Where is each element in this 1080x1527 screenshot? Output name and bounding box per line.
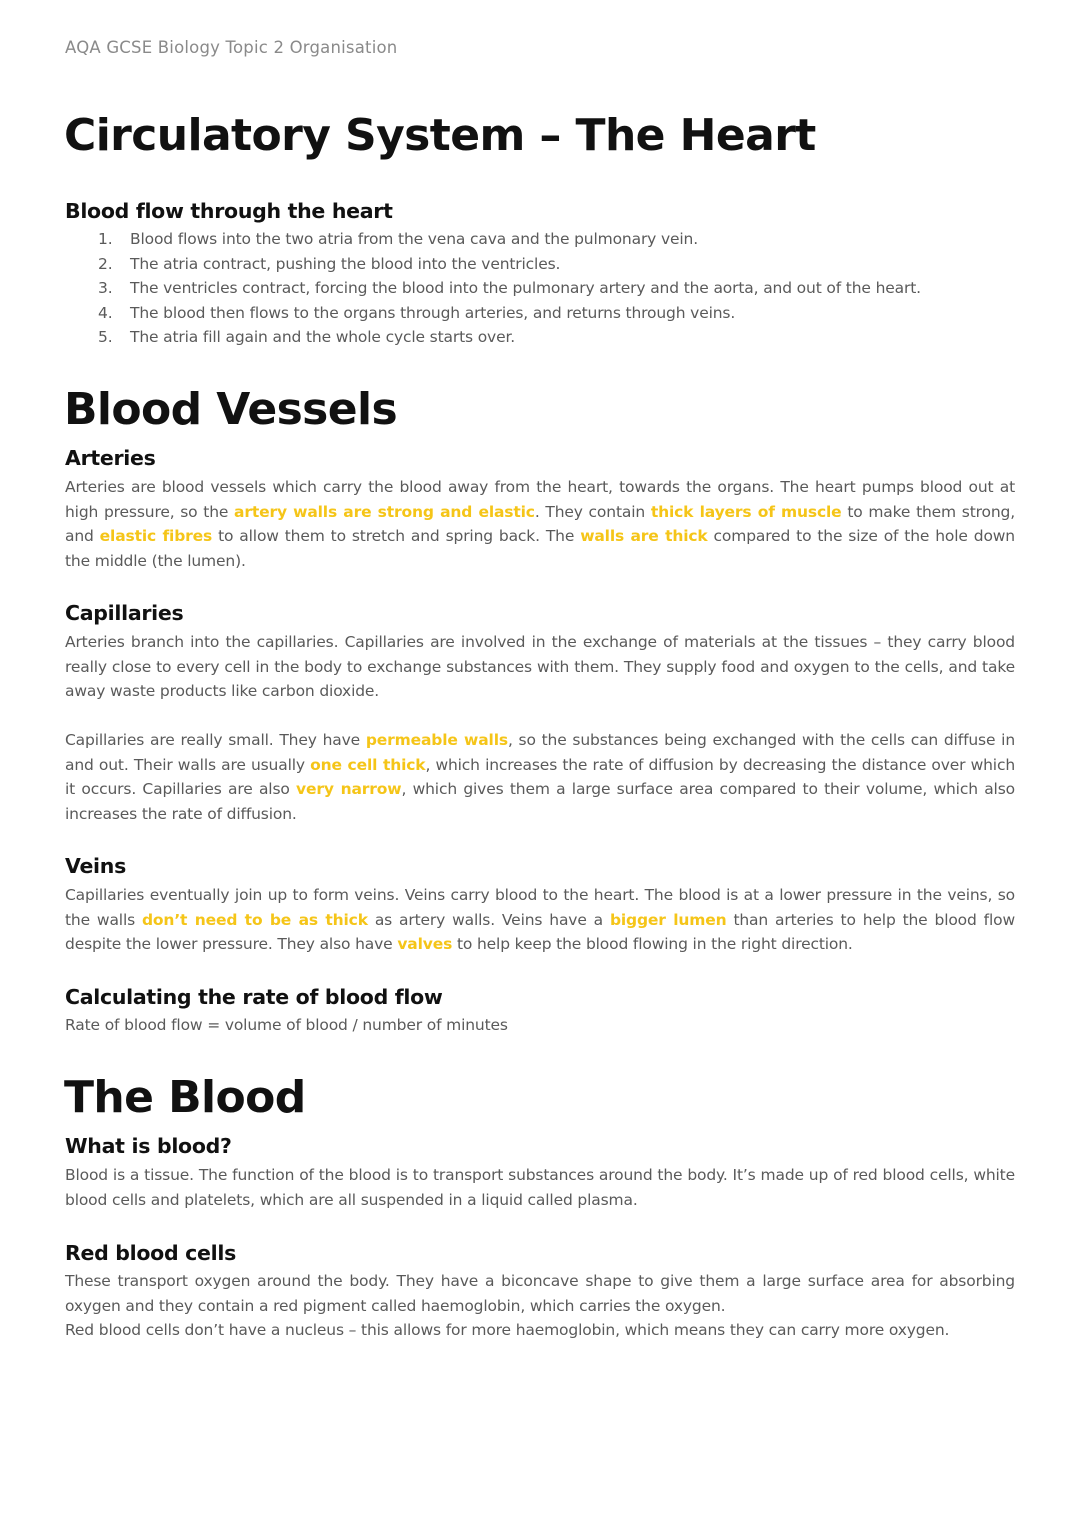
step-text: The blood then flows to the organs through arteries, and returns through veins. [130,303,736,322]
step-text: The ventricles contract, forcing the blood into the pulmonary artery and the aorta, and out of the heart. [130,279,921,297]
capillaries-paragraph-1: Arteries branch into the capillaries. Capillaries are involved in the exchange of materials at the tissues – they carry blood really close to every cell in the body to exchange substances with them. They supply food and oxygen to the cells, and take away waste products like carbon dioxide. [65,633,1015,700]
highlight: one cell thick [310,755,426,774]
highlight: permeable walls [365,731,508,749]
blood-flow-rate-heading: Calculating the rate of blood flow [65,985,443,1009]
step-number: 4. [98,303,113,322]
list-item [65,325,1015,350]
list-item [65,301,1015,326]
heart-flow-steps [65,227,1015,350]
heart-flow-heading: Blood flow through the heart [65,199,393,223]
what-is-blood-heading: What is blood? [65,1134,232,1158]
page-header: AQA GCSE Biology Topic 2 Organisation [65,38,398,57]
capillaries-paragraph-2: Capillaries are really small. They have permeable walls, so the substances being exchanged with the cells can diffuse in and out. Their walls are usually one cell thick, which increases the rate of diffusion by decreasing the distance over which it occurs. Capillaries are also very narrow, which gives them a large surface area compared to their volume, which also increases the rate of diffusion. [65,731,1016,823]
what-is-blood-paragraph: Blood is a tissue. The function of the blood is to transport substances around the body. It’s made up of red blood cells, white blood cells and platelets, which are all suspended in a liquid called plasma. [65,1166,1015,1209]
blood-vessels-title: Blood Vessels [64,384,398,435]
step-text: The atria fill again and the whole cycle starts over. [130,328,516,346]
capillaries-heading: Capillaries [65,601,184,625]
highlight: walls are thick [580,527,708,545]
highlight: bigger lumen [609,910,727,929]
arteries-heading: Arteries [65,446,156,470]
page-title: Circulatory System – The Heart [64,110,816,161]
veins-heading: Veins [65,854,126,878]
highlight: don’t need to be as thick [141,910,368,929]
highlight: valves [397,935,453,953]
list-item [65,276,1015,301]
step-text: The atria contract, pushing the blood into the ventricles. [130,254,561,273]
list-item [65,252,1015,277]
red-blood-cells-paragraph-2: Red blood cells don’t have a nucleus – this allows for more haemoglobin, which means they can carry more oxygen. [65,1321,950,1339]
step-number: 5. [98,328,113,346]
highlight: very narrow [296,780,402,798]
step-number: 1. [98,230,113,248]
red-blood-cells-paragraph-1: These transport oxygen around the body. They have a biconcave shape to give them a large surface area for absorbing oxygen and they contain a red pigment called haemoglobin, which carries the oxygen. [65,1272,1015,1315]
blood-flow-rate-formula: Rate of blood flow = volume of blood / number of minutes [65,1016,508,1034]
highlight: thick layers of muscle [650,502,842,521]
veins-paragraph: Capillaries eventually join up to form veins. Veins carry blood to the heart. The blood is at a lower pressure in the veins, so the walls don’t need to be as thick as artery walls. Veins have a bigger lumen than arteries to help the blood flow despite the lower pressure. They also have valves to help keep the blood flowing in the right direction. [65,886,1015,953]
the-blood-title: The Blood [64,1072,306,1123]
highlight: artery walls are strong and elastic [234,502,535,521]
list-item [65,227,1015,252]
step-number: 3. [98,279,113,297]
arteries-paragraph: Arteries are blood vessels which carry the blood away from the heart, towards the organs. The heart pumps blood out at high pressure, so the artery walls are strong and elastic. They contain thick layers of muscle to make them strong, and elastic fibres to allow them to stretch and spring back. The walls are thick compared to the size of the hole down the middle (the lumen). [65,478,1015,570]
step-text: Blood flows into the two atria from the vena cava and the pulmonary vein. [130,230,698,248]
highlight: elastic fibres [99,527,213,545]
step-number: 2. [98,254,113,273]
red-blood-cells-heading: Red blood cells [65,1241,236,1265]
